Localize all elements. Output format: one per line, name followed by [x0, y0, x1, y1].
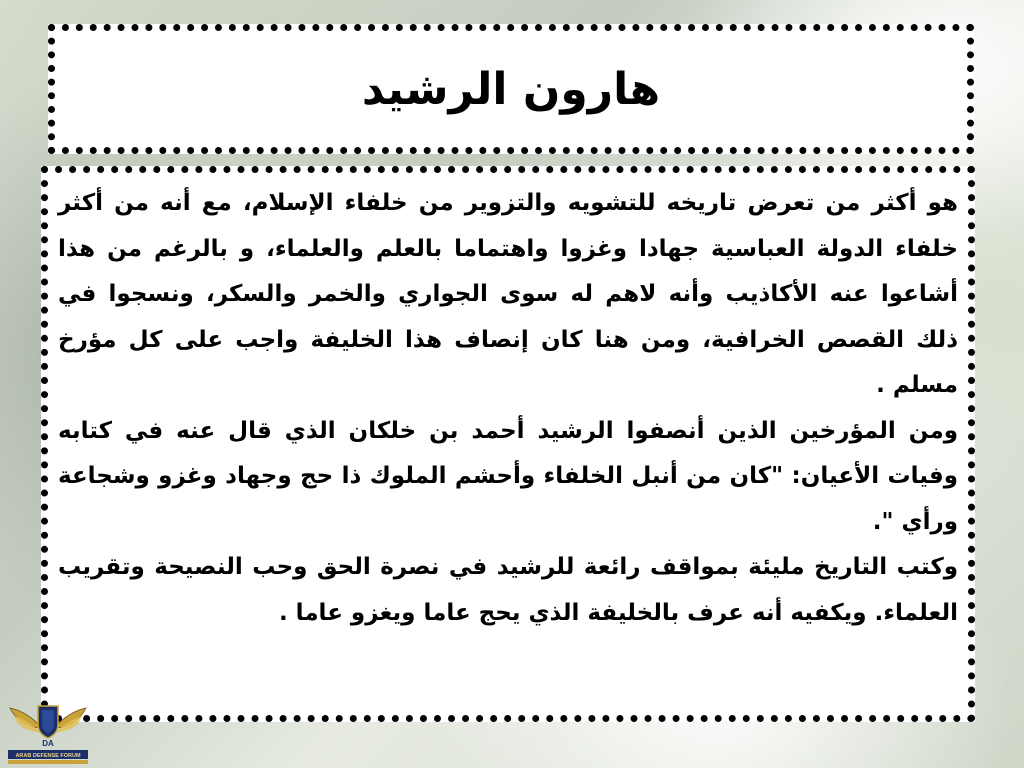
eagle-shield-icon [6, 698, 90, 766]
logo-initials: DA [42, 739, 54, 748]
content-text [58, 181, 958, 636]
title-box [48, 24, 974, 154]
paragraph-3: وكتب التاريخ مليئة بمواقف رائعة للرشيد في نصرة الحق وحب النصيحة وتقريب العلماء. ويكفيه أنه عرف بالخليفة الذي يحج عاما ويغزو عاما . [58, 554, 958, 626]
forum-logo [6, 698, 90, 766]
paragraph-1: هو أكثر من تعرض تاريخه للتشويه والتزوير من خلفاء الإسلام، مع أنه من أكثر خلفاء الدولة العباسية جهادا وغزوا واهتماما بالعلم والعلماء، و بالرغم من هذا أشاعوا عنه الأكاذيب وأنه لاهم له سوى الجواري والخمر والسكر، ونسجوا في ذلك القصص الخرافية، ومن هنا كان إنصاف هذا الخليفة واجب على كل مؤرخ مسلم . [58, 190, 958, 398]
slide-title: هارون الرشيد [361, 63, 661, 115]
paragraph-2: ومن المؤرخين الذين أنصفوا الرشيد أحمد بن خلكان الذي قال عنه في كتابه وفيات الأعيان: "كان من أنبل الخلفاء وأحشم الملوك ذا حج وجهاد وغزو وشجاعة ورأي ". [58, 417, 958, 535]
content-box [41, 166, 975, 722]
logo-name: ARAB DEFENSE FORUM [15, 753, 81, 759]
